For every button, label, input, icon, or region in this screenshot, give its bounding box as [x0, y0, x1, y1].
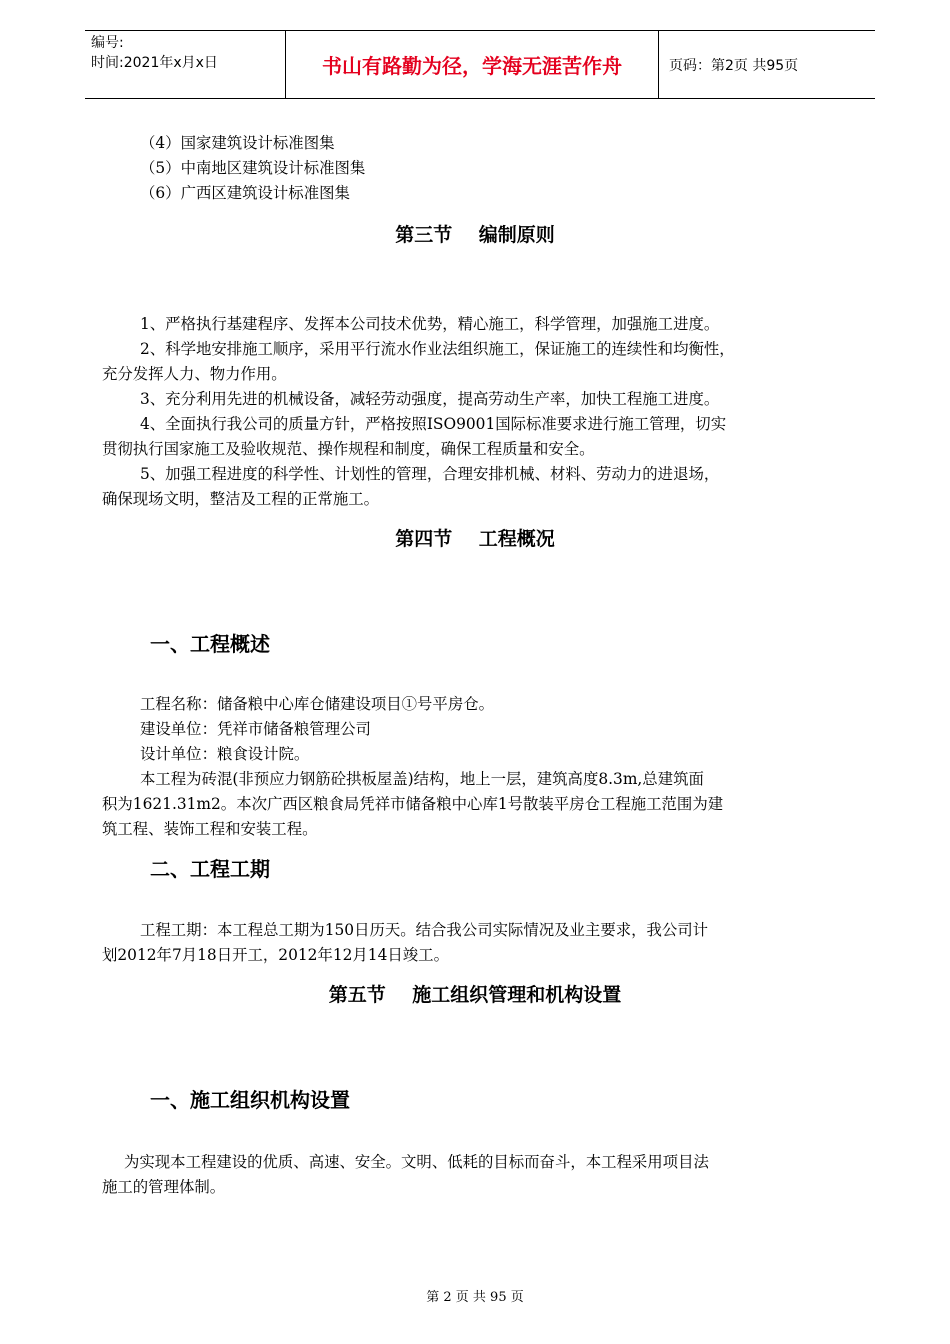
page-header [85, 30, 875, 99]
section-title: 第五节 施工组织管理和机构设置 [328, 984, 622, 1006]
paragraph-line: 划2012年7月18日开工，2012年12月14日竣工。 [102, 946, 449, 964]
paragraph-line: 4、全面执行我公司的质量方针，严格按照ISO9001国际标准要求进行施工管理，切实 [140, 415, 727, 433]
section-title: 第四节 工程概况 [395, 528, 555, 550]
paragraph-line: 建设单位：凭祥市储备粮管理公司 [140, 720, 371, 738]
header-meta [85, 31, 286, 98]
paragraph-line: 2、科学地安排施工顺序，采用平行流水作业法组织施工，保证施工的连续性和均衡性， [140, 340, 735, 358]
header-page-info: 页码：第2页 共95页 [669, 57, 799, 74]
subsection-heading: 一、施工组织机构设置 [150, 1088, 350, 1112]
header-id-label: 编号: [91, 35, 124, 51]
list-item: （6）广西区建筑设计标准图集 [140, 184, 350, 202]
header-motto: 书山有路勤为径，学海无涯苦作舟 [286, 31, 659, 98]
paragraph-line: 1、严格执行基建程序、发挥本公司技术优势，精心施工，科学管理，加强施工进度。 [140, 315, 720, 333]
header-time-label: 时间:2021年x月x日 [91, 55, 218, 71]
paragraph-line: 充分发挥人力、物力作用。 [102, 365, 287, 383]
list-item: （4）国家建筑设计标准图集 [140, 134, 335, 152]
paragraph-line: 3、充分利用先进的机械设备，减轻劳动强度，提高劳动生产率，加快工程施工进度。 [140, 390, 720, 408]
paragraph-line: 工程工期：本工程总工期为150日历天。结合我公司实际情况及业主要求，我公司计 [140, 921, 709, 939]
page-footer: 第 2 页 共 95 页 [426, 1290, 524, 1305]
paragraph-line: 筑工程、装饰工程和安装工程。 [102, 820, 318, 838]
paragraph-line: 施工的管理体制。 [102, 1178, 226, 1196]
subsection-heading: 一、工程概述 [150, 632, 270, 656]
paragraph-line: 确保现场文明，整洁及工程的正常施工。 [102, 490, 380, 508]
paragraph-line: 5、加强工程进度的科学性、计划性的管理，合理安排机械、材料、劳动力的进退场， [140, 465, 720, 483]
section-title: 第三节 编制原则 [395, 224, 555, 246]
paragraph-line: 积为1621.31m2。本次广西区粮食局凭祥市储备粮中心库1号散装平房仓工程施工范围为建 [102, 795, 724, 813]
list-item: （5）中南地区建筑设计标准图集 [140, 159, 366, 177]
paragraph-line: 贯彻执行国家施工及验收规范、操作规程和制度，确保工程质量和安全。 [102, 440, 595, 458]
paragraph-line: 设计单位：粮食设计院。 [140, 745, 310, 763]
paragraph-line: 为实现本工程建设的优质、高速、安全。文明、低耗的目标而奋斗，本工程采用项目法 [124, 1153, 709, 1171]
subsection-heading: 二、工程工期 [150, 857, 270, 881]
paragraph-line: 本工程为砖混(非预应力钢筋砼拱板屋盖)结构，地上一层，建筑高度8.3m,总建筑面 [140, 770, 704, 788]
paragraph-line: 工程名称：储备粮中心库仓储建设项目①号平房仓。 [140, 695, 494, 713]
